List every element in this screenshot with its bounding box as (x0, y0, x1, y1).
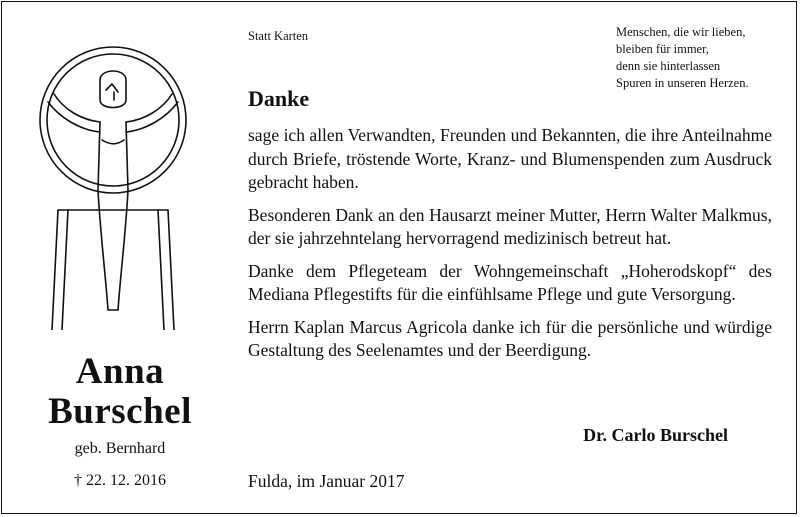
memorial-poem (616, 24, 791, 92)
statt-karten-label: Statt Karten (248, 29, 309, 43)
poem-line: bleiben für immer, (616, 42, 709, 56)
poem-line: Menschen, die wir lieben, (616, 25, 746, 39)
deceased-first-name: Anna (75, 351, 165, 392)
signature: Dr. Carlo Burschel (583, 425, 728, 445)
thanks-paragraph: Herrn Kaplan Marcus Agricola danke ich für die persönliche und würdige Gestaltung des Seelenamtes und der Beerdigung. (248, 316, 772, 360)
deceased-block (20, 352, 220, 490)
poem-line: Spuren in unseren Herzen. (616, 76, 749, 90)
thanks-paragraph: Danke dem Pflegeteam der Wohngemeinschaft „Hoherodskopf“ des Mediana Pflegestifts für die einfühlsame Pflege und gute Versorgung. (248, 260, 772, 304)
thanks-paragraph: Besonderen Dank an den Hausarzt meiner Mutter, Herrn Walter Malkmus, der sie jahrzehntelang hervorragend medizinisch betreut hat. (248, 204, 772, 248)
deceased-last-name: Burschel (48, 391, 192, 432)
thanks-heading: Danke (248, 86, 310, 111)
thanks-text (248, 124, 772, 372)
place-date: Fulda, im Januar 2017 (248, 471, 405, 491)
thanks-paragraph: sage ich allen Verwandten, Freunden und Bekannten, die ihre Anteilnahme durch Briefe, tröstende Worte, Kranz- und Blumenspenden zum Ausdruck gebracht haben. (248, 125, 772, 192)
death-date: † 22. 12. 2016 (74, 472, 166, 489)
risen-christ-icon (28, 40, 198, 330)
maiden-name: geb. Bernhard (74, 440, 166, 457)
poem-line: denn sie hinterlassen (616, 59, 721, 73)
